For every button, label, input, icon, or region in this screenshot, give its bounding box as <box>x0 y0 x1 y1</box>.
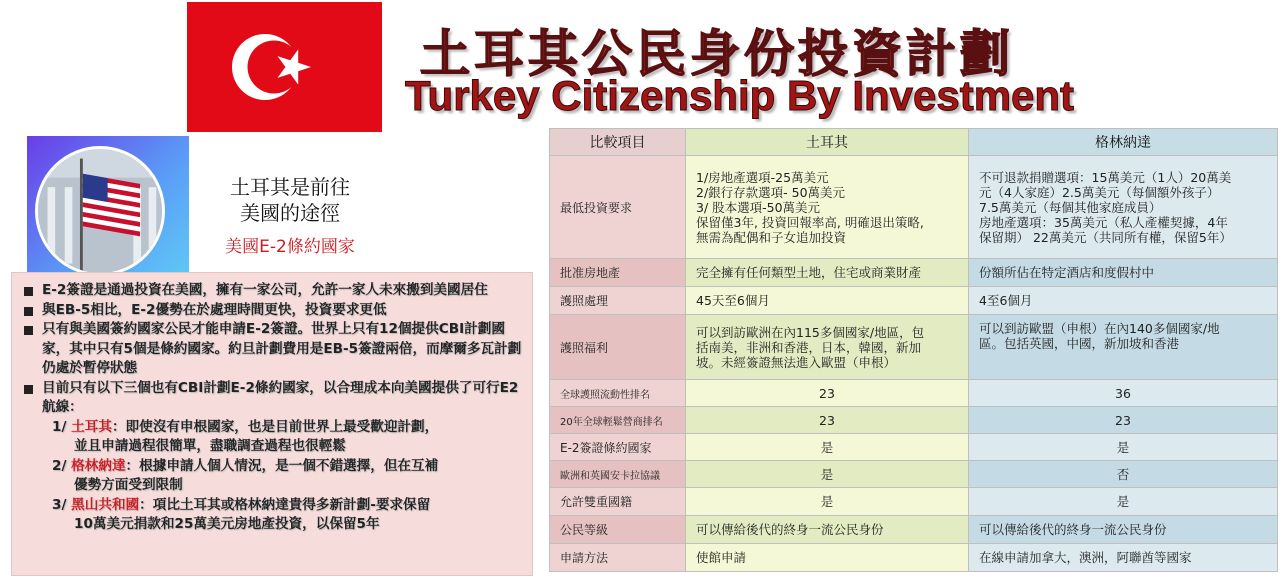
turkey-cell <box>686 315 969 380</box>
sub-item-number: 1/ <box>52 418 67 435</box>
cell-line: 可以到訪歐盟（申根）在內140多個國家/地 <box>979 321 1220 336</box>
sub-item-number: 2/ <box>52 457 67 474</box>
side-title-line1: 土耳其是前往 <box>230 175 350 199</box>
bullet-box <box>11 272 533 576</box>
bullet-list <box>24 281 522 418</box>
row-label: 全球護照流動性排名 <box>550 380 686 407</box>
sub-item-grenada <box>24 457 522 496</box>
side-subtitle: 美國E-2條約國家 <box>225 237 355 257</box>
cell-line: 保留期） 22萬美元（共同所有權，保留5年） <box>979 229 1232 245</box>
turkey-cell: 是 <box>686 434 969 461</box>
turkey-cell: 使館申請 <box>686 544 969 572</box>
grenada-cell: 份額所佔在特定酒店和度假村中 <box>969 259 1278 287</box>
row-label: 20年全球輕鬆營商排名 <box>550 407 686 434</box>
page-title-en: Turkey Citizenship By Investment <box>405 72 1075 119</box>
bullet-item <box>24 301 522 321</box>
row-label: 歐洲和英國安卡拉協議 <box>550 461 686 488</box>
sub-item-country: 土耳其 <box>71 418 112 435</box>
table-row <box>550 461 1278 488</box>
grenada-cell: 可以傳給後代的終身一流公民身份 <box>969 516 1278 544</box>
sub-item-text: ：根據申請人個人情況，是一個不錯選擇，但在互補 <box>125 457 439 474</box>
bullet-text: 目前只有以下三個也有CBI計劃E-2條約國家，以合理成本向美國提供了可行E2航線： <box>42 379 519 415</box>
cell-line: 3/ 股本選項-50萬美元 <box>696 199 821 215</box>
row-label: 護照處理 <box>550 287 686 315</box>
grenada-cell: 36 <box>969 380 1278 407</box>
bullet-text: E-2簽證是通過投資在美國，擁有一家公司，允許一家人未來搬到美國居住 <box>42 282 488 298</box>
grenada-cell: 4至6個月 <box>969 287 1278 315</box>
cell-line: 無需為配偶和子女追加投資 <box>696 229 847 245</box>
side-title-line2: 美國的途徑 <box>240 201 340 225</box>
row-label: 允許雙重國籍 <box>550 488 686 516</box>
table-row <box>550 156 1278 259</box>
sub-item-country: 黑山共和國 <box>71 496 140 513</box>
us-flag-graphic <box>38 149 162 273</box>
square-bullet-icon <box>24 326 33 335</box>
sub-item-continuation: 10萬美元捐款和25萬美元房地產投資，以保留5年 <box>74 516 380 532</box>
bullet-item <box>24 379 522 418</box>
grenada-cell: 23 <box>969 407 1278 434</box>
sub-item-turkey <box>24 418 522 457</box>
row-label: 護照福利 <box>550 315 686 380</box>
bullet-item <box>24 281 522 301</box>
table-row <box>550 259 1278 287</box>
row-label: 申請方法 <box>550 544 686 572</box>
turkey-flag-icon <box>187 2 382 132</box>
table-row <box>550 380 1278 407</box>
grenada-cell: 否 <box>969 461 1278 488</box>
header-item: 比較項目 <box>550 129 686 156</box>
sub-item-text: ：項比土耳其或格林納達貴得多新計劃-要求保留 <box>139 496 431 513</box>
side-title <box>190 174 390 226</box>
square-bullet-icon <box>24 385 33 394</box>
sub-item-number: 3/ <box>52 496 67 513</box>
cell-line: 坡。未經簽證無法進入歐盟（申根） <box>696 354 897 370</box>
sub-item-country: 格林納達 <box>71 457 126 474</box>
row-label: 最低投資要求 <box>550 156 686 259</box>
cell-line: 括南美，非洲和香港，日本，韓國，新加 <box>696 339 922 355</box>
sub-item-montenegro <box>24 496 522 535</box>
cell-line: 1/房地產選項-25萬美元 <box>696 169 829 185</box>
cell-line: 2/銀行存款選項- 50萬美元 <box>696 184 846 200</box>
sub-item-text: ：即使沒有申根國家，也是目前世界上最受歡迎計劃， <box>111 418 439 435</box>
turkey-flag-graphic <box>187 2 382 132</box>
turkey-cell: 完全擁有任何類型土地，住宅或商業財產 <box>686 259 969 287</box>
row-label: 批准房地產 <box>550 259 686 287</box>
bullet-text: 與EB-5相比，E-2優勢在於處理時間更快，投資要求更低 <box>42 301 387 318</box>
cell-line: 不可退款捐贈選項：15萬美元（1人）20萬美 <box>979 169 1232 185</box>
cell-line: 保留僅3年, 投資回報率高, 明確退出策略, <box>696 214 924 230</box>
turkey-cell <box>686 156 969 259</box>
bullet-item <box>24 320 522 379</box>
header-grenada: 格林納達 <box>969 129 1278 156</box>
turkey-cell: 23 <box>686 407 969 434</box>
comparison-table <box>549 128 1278 572</box>
table-row <box>550 407 1278 434</box>
table-header-row <box>550 129 1278 156</box>
grenada-cell: 是 <box>969 488 1278 516</box>
cell-line: 房地產選項：35萬美元（私人產權契據，4年 <box>979 214 1228 230</box>
cell-line: 7.5萬美元（每個其他家庭成員） <box>979 199 1162 215</box>
grenada-cell: 在線申請加拿大，澳洲，阿聯酋等國家 <box>969 544 1278 572</box>
grenada-cell <box>969 315 1278 380</box>
cell-line: 區。包括英國，中國，新加坡和香港 <box>979 336 1180 351</box>
table-row <box>550 516 1278 544</box>
turkey-cell: 可以傳給後代的終身一流公民身份 <box>686 516 969 544</box>
grenada-cell: 是 <box>969 434 1278 461</box>
table-row <box>550 315 1278 380</box>
cell-line: 元（4人家庭）2.5萬美元（每個額外孩子） <box>979 184 1220 200</box>
row-label: E-2簽證條約國家 <box>550 434 686 461</box>
turkey-cell: 是 <box>686 461 969 488</box>
us-flag-icon <box>35 146 165 276</box>
table-row <box>550 287 1278 315</box>
row-label: 公民等級 <box>550 516 686 544</box>
square-bullet-icon <box>24 287 33 296</box>
header-turkey: 土耳其 <box>686 129 969 156</box>
sub-item-continuation: 並且申請過程很簡單，盡職調查過程也很輕鬆 <box>74 438 346 454</box>
table-row <box>550 488 1278 516</box>
grenada-cell <box>969 156 1278 259</box>
square-bullet-icon <box>24 307 33 316</box>
table-row <box>550 544 1278 572</box>
bullet-text: 只有與美國簽約國家公民才能申請E-2簽證。世界上只有12個提供CBI計劃國家，其中只有5個是條約國家。約旦計劃費用是EB-5簽證兩倍，而摩爾多瓦計劃仍處於暫停狀態 <box>42 321 522 376</box>
cell-line: 可以到訪歐洲在內115多個國家/地區，包 <box>696 324 925 340</box>
turkey-cell: 45天至6個月 <box>686 287 969 315</box>
sub-item-continuation: 優勢方面受到限制 <box>74 477 183 493</box>
turkey-cell: 是 <box>686 488 969 516</box>
page-title-zh: 土耳其公民身份投資計劃 <box>420 25 1014 83</box>
turkey-cell: 23 <box>686 380 969 407</box>
table-row <box>550 434 1278 461</box>
